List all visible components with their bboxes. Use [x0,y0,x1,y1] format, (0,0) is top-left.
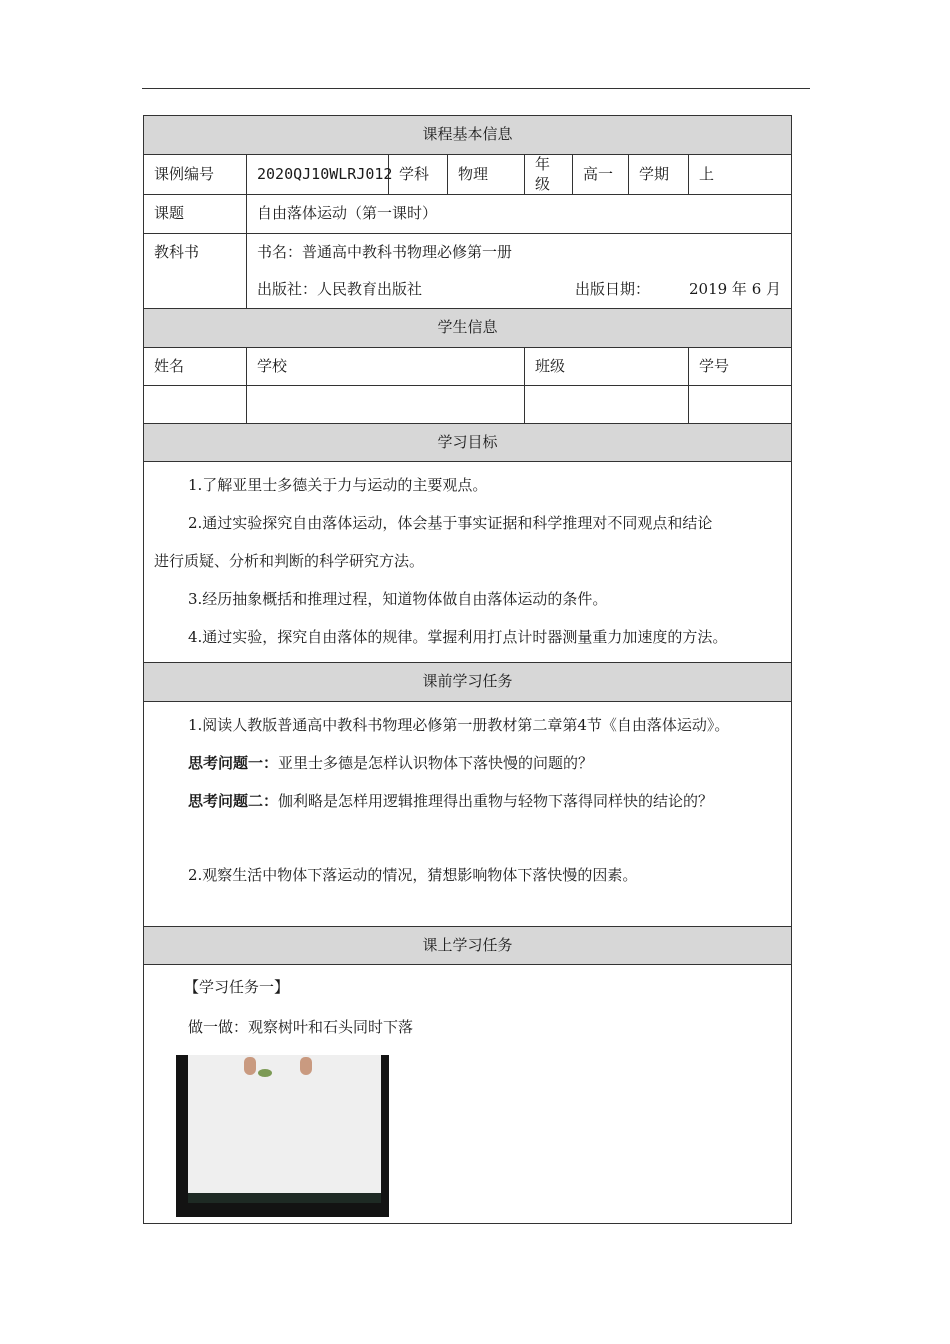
section-in-class-tasks: 课上学习任务 [144,927,792,965]
objective-3: 3.经历抽象概括和推理过程，知道物体做自由落体运动的条件。 [188,590,608,608]
publisher: 出版社：人民教育出版社 [257,280,423,298]
right-hand [300,1057,312,1075]
student-name-field[interactable] [144,386,247,424]
objective-1: 1.了解亚里士多德关于力与运动的主要观点。 [188,476,488,494]
subject-label: 学科 [389,155,448,195]
pub-date-value: 2019 年 6 月 [688,280,782,298]
grade-label: 年级 [525,155,573,195]
student-id-field[interactable] [689,386,792,424]
student-school-label: 学校 [247,348,525,386]
think-question-2 [154,782,781,820]
grade-value: 高一 [573,155,629,195]
student-class-field[interactable] [525,386,689,424]
think-question-1-text: 亚里士多德是怎样认识物体下落快慢的问题的？ [278,754,594,772]
student-name-label: 姓名 [144,348,247,386]
objective-4: 4.通过实验，探究自由落体的规律。掌握利用打点计时器测量重力加速度的方法。 [188,628,728,646]
term-label: 学期 [629,155,689,195]
objective-2-cont: 进行质疑、分析和判断的科学研究方法。 [154,552,425,570]
publisher-line [257,271,781,308]
think-question-2-text: 伽利略是怎样用逻辑推理得出重物与轻物下落得同样快的结论的？ [278,792,714,810]
header-rule [142,88,810,89]
student-id-label: 学号 [689,348,792,386]
term-value: 上 [689,155,792,195]
lesson-plan-table [143,115,792,1224]
student-class-label: 班级 [525,348,689,386]
pre-task-2: 2.观察生活中物体下落运动的情况，猜想影响物体下落快慢的因素。 [188,866,638,884]
topic-label: 课题 [144,195,247,234]
objective-2: 2.通过实验探究自由落体运动，体会基于事实证据和科学推理对不同观点和结论 [188,514,713,532]
in-class-content [144,965,792,1224]
objectives-content [144,462,792,663]
pub-date-label: 出版日期： [575,280,651,298]
whiteboard [188,1055,381,1193]
section-objectives: 学习目标 [144,424,792,462]
pre-tasks-content [144,702,792,927]
think-question-1-label: 思考问题一： [188,754,279,772]
book-name: 书名：普通高中教科书物理必修第一册 [257,243,513,261]
section-course-info: 课程基本信息 [144,116,792,155]
pre-task-1: 1.阅读人教版普通高中教科书物理必修第一册教材第二章第4节《自由落体运动》。 [188,716,730,734]
textbook-details [247,234,792,309]
left-hand [244,1057,256,1075]
subject-value: 物理 [448,155,525,195]
think-question-1 [154,744,781,782]
topic-value: 自由落体运动（第一课时） [247,195,792,234]
student-school-field[interactable] [247,386,525,424]
section-student-info: 学生信息 [144,309,792,348]
course-code-label: 课例编号 [144,155,247,195]
textbook-label: 教科书 [144,234,247,309]
task-1-desc: 做一做：观察树叶和石头同时下落 [188,1018,414,1036]
task-1-title: 【学习任务一】 [184,978,290,996]
section-pre-tasks: 课前学习任务 [144,663,792,702]
leaf [258,1069,272,1077]
floor-strip [188,1193,381,1203]
falling-leaf-photo [176,1055,389,1217]
course-code-value: 2020QJ10WLRJ012 [247,155,389,195]
think-question-2-label: 思考问题二： [188,792,279,810]
